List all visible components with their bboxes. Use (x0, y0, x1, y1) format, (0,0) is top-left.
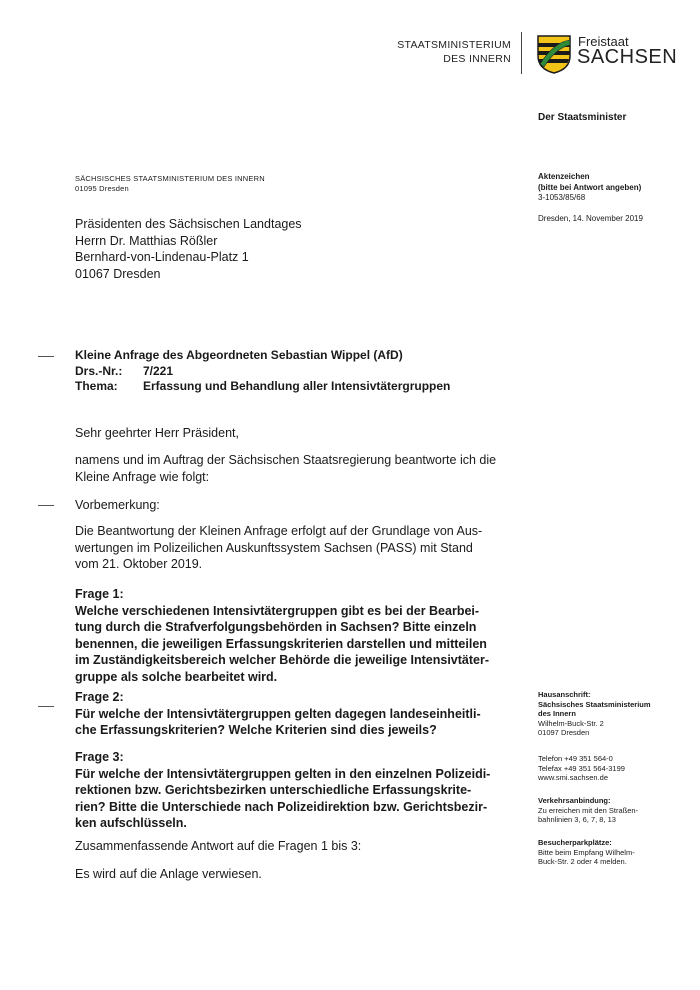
question-2-line: che Erfassungskriterien? Welche Kriterien sind dies jeweils? (75, 723, 437, 737)
address-line: Präsidenten des Sächsischen Landtages (75, 217, 302, 231)
brand-freistaat: Freistaat (578, 34, 629, 49)
reference-hint: (bitte bei Antwort angeben) (538, 182, 642, 192)
question-2-line: Für welche der Intensivtätergruppen gelten dagegen landeseinheitli- (75, 706, 481, 721)
fold-mark (38, 505, 54, 506)
reference-number: 3-1053/85/68 (538, 193, 586, 202)
parken-heading: Besucherparkplätze: (538, 838, 612, 847)
parken-line: Bitte beim Empfang Wilhelm- (538, 847, 635, 857)
verkehr-line: Zu erreichen mit den Straßen- (538, 805, 639, 815)
recipient-address (75, 216, 302, 282)
ministry-name (350, 38, 511, 66)
question-3-line: rien? Bitte die Unterschiede nach Polizeidirektion bzw. Gerichtsbezir- (75, 799, 488, 814)
verkehr-heading: Verkehrsanbindung: (538, 796, 611, 805)
topic-label: Thema: (75, 379, 118, 393)
sender-line2: 01095 Dresden (75, 184, 129, 193)
reference-block (538, 172, 688, 204)
question-3-line: rektionen bzw. Gerichtsbezirken unterschiedliche Erfassungskrite- (75, 783, 472, 797)
vorbemerkung-line: wertungen im Polizeilichen Auskunftssystem Sachsen (PASS) mit Stand (75, 540, 473, 555)
subject-block (75, 348, 450, 395)
ministry-name-line2: DES INNERN (443, 53, 511, 65)
address-line: Herrn Dr. Matthias Rößler (75, 233, 218, 248)
reference-label: Aktenzeichen (538, 172, 590, 181)
question-1-title: Frage 1: (75, 587, 124, 601)
sidebar-parken (538, 838, 688, 867)
vorbemerkung-paragraph (75, 523, 515, 573)
website-link[interactable]: www.smi.sachsen.de (538, 773, 609, 782)
header-divider (521, 32, 522, 74)
question-1-line: im Zuständigkeitsbereich welcher Behörde die jeweilige Intensivtäter- (75, 653, 490, 667)
minister-title: Der Staatsminister (538, 112, 627, 123)
sender-line1: SÄCHSISCHES STAATSMINISTERIUM DES INNERN (75, 174, 265, 183)
telefon: Telefon +49 351 564-0 (538, 754, 613, 763)
question-1-line: benennen, die jeweiligen Erfassungskriterien darstellen und mitteilen (75, 636, 487, 651)
question-1 (75, 586, 515, 685)
verkehr-line: bahnlinien 3, 6, 7, 8, 13 (538, 815, 616, 824)
question-2 (75, 689, 515, 739)
intro-line: namens und im Auftrag der Sächsischen Staatsregierung beantworte ich die (75, 453, 497, 467)
fold-mark (38, 706, 54, 707)
question-3-line: Für welche der Intensivtätergruppen gelten in den einzelnen Polizeidi- (75, 766, 491, 781)
question-3-title: Frage 3: (75, 750, 124, 764)
vorbemerkung-line: Die Beantwortung der Kleinen Anfrage erfolgt auf der Grundlage von Aus- (75, 524, 483, 538)
fold-mark (38, 356, 54, 357)
ministry-name-line1: STAATSMINISTERIUM (397, 39, 511, 51)
salutation: Sehr geehrter Herr Präsident, (75, 426, 239, 440)
intro-paragraph (75, 452, 515, 485)
letter-date: Dresden, 14. November 2019 (538, 214, 643, 223)
subject-line: Kleine Anfrage des Abgeordneten Sebastian Wippel (AfD) (75, 348, 403, 362)
intro-line: Kleine Anfrage wie folgt: (75, 469, 210, 484)
parken-line: Buck-Str. 2 oder 4 melden. (538, 857, 627, 866)
drs-label: Drs.-Nr.: (75, 363, 123, 378)
address-line: 01067 Dresden (75, 266, 161, 281)
vorbemerkung-heading: Vorbemerkung: (75, 498, 160, 512)
question-3-line: ken aufschlüsseln. (75, 816, 187, 830)
sidebar-verkehr (538, 796, 688, 825)
hausanschrift-line: des Innern (538, 709, 576, 718)
brand-sachsen: SACHSEN (577, 46, 678, 68)
question-1-line: gruppe als solche bearbeitet wird. (75, 669, 278, 684)
question-1-line: Welche verschiedenen Intensivtätergruppen gibt es bei der Bearbei- (75, 603, 480, 618)
sidebar-contact (538, 754, 688, 783)
drs-value: 7/221 (143, 363, 174, 378)
summary-heading: Zusammenfassende Antwort auf die Fragen 1 bis 3: (75, 839, 362, 853)
hausanschrift-line: Wilhelm-Buck-Str. 2 (538, 718, 604, 728)
sender-return-address (75, 174, 265, 194)
saxony-coat-of-arms-icon (536, 34, 572, 74)
hausanschrift-heading: Hausanschrift: (538, 690, 591, 699)
sidebar-hausanschrift (538, 690, 688, 738)
hausanschrift-line: Sächsisches Staatsministerium (538, 699, 651, 709)
question-3 (75, 749, 515, 832)
closing-statement: Es wird auf die Anlage verwiesen. (75, 867, 262, 881)
question-2-title: Frage 2: (75, 690, 124, 704)
telefax: Telefax +49 351 564-3199 (538, 763, 625, 773)
vorbemerkung-line: vom 21. Oktober 2019. (75, 557, 203, 571)
question-1-line: tung durch die Strafverfolgungsbehörden in Sachsen? Bitte einzeln (75, 620, 477, 634)
address-line: Bernhard-von-Lindenau-Platz 1 (75, 250, 249, 264)
hausanschrift-line: 01097 Dresden (538, 728, 590, 737)
topic-value: Erfassung und Behandlung aller Intensivtätergruppen (143, 379, 451, 393)
